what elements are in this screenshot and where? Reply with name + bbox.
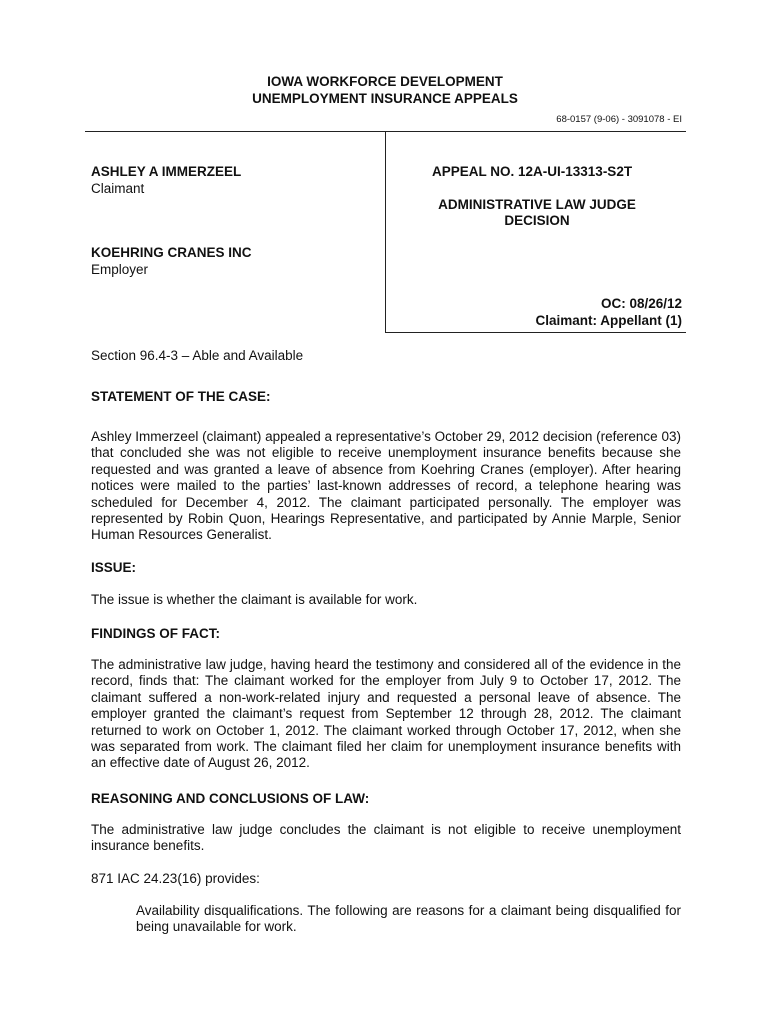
caption-bottom-rule [385, 332, 686, 333]
form-number: 68-0157 (9-06) - 3091078 - EI [556, 114, 682, 125]
division-title: UNEMPLOYMENT INSURANCE APPEALS [252, 91, 518, 106]
reasoning-body: The administrative law judge concludes the claimant is not eligible to receive unemployment insurance benefits. [91, 822, 681, 854]
findings-heading: FINDINGS OF FACT: [91, 626, 220, 641]
claimant-name: ASHLEY A IMMERZEEL [91, 164, 242, 179]
decision-title-line2: DECISION [504, 213, 570, 228]
claimant-status: Claimant: Appellant (1) [535, 313, 682, 328]
claimant-role: Claimant [91, 181, 145, 196]
findings-body: The administrative law judge, having heard the testimony and considered all of the evidence in the record, finds that: The claimant worked for the employer from July 9 to October 17, 2012. The claimant suffered a non-work-related injury and requested a personal leave of absence. The employer granted the claimant’s request from September 12 through 28, 2012. The claimant returned to work on October 1, 2012. The claimant worked through October 17, 2012, when she was separated from work. The claimant filed her claim for unemployment insurance benefits with an effective date of August 26, 2012. [91, 657, 681, 771]
appeal-number: APPEAL NO. 12A-UI-13313-S2T [432, 164, 633, 179]
issue-heading: ISSUE: [91, 560, 137, 575]
caption-divider [385, 131, 386, 332]
rule-quote: Availability disqualifications. The following are reasons for a claimant being disqualified for being unavailable for work. [136, 903, 681, 935]
agency-title: IOWA WORKFORCE DEVELOPMENT [267, 74, 503, 89]
statement-heading: STATEMENT OF THE CASE: [91, 389, 271, 404]
statement-body: Ashley Immerzeel (claimant) appealed a representative’s October 29, 2012 decision (reference 03) that concluded she was not eligible to receive unemployment insurance benefits because she requested and was granted a leave of absence from Koehring Cranes (employer). After hearing notices were mailed to the parties’ last-known addresses of record, a telephone hearing was scheduled for December 4, 2012. The claimant participated personally. The employer was represented by Robin Quon, Hearings Representative, and participated by Annie Marple, Senior Human Resources Generalist. [91, 429, 681, 543]
rule-citation: 871 IAC 24.23(16) provides: [91, 871, 260, 886]
section-reference: Section 96.4-3 – Able and Available [91, 348, 304, 363]
employer-role: Employer [91, 262, 149, 277]
reasoning-heading: REASONING AND CONCLUSIONS OF LAW: [91, 791, 370, 806]
oc-date: OC: 08/26/12 [600, 296, 682, 311]
decision-title-line1: ADMINISTRATIVE LAW JUDGE [438, 197, 636, 212]
issue-body: The issue is whether the claimant is available for work. [91, 592, 418, 607]
employer-name: KOEHRING CRANES INC [91, 245, 252, 260]
